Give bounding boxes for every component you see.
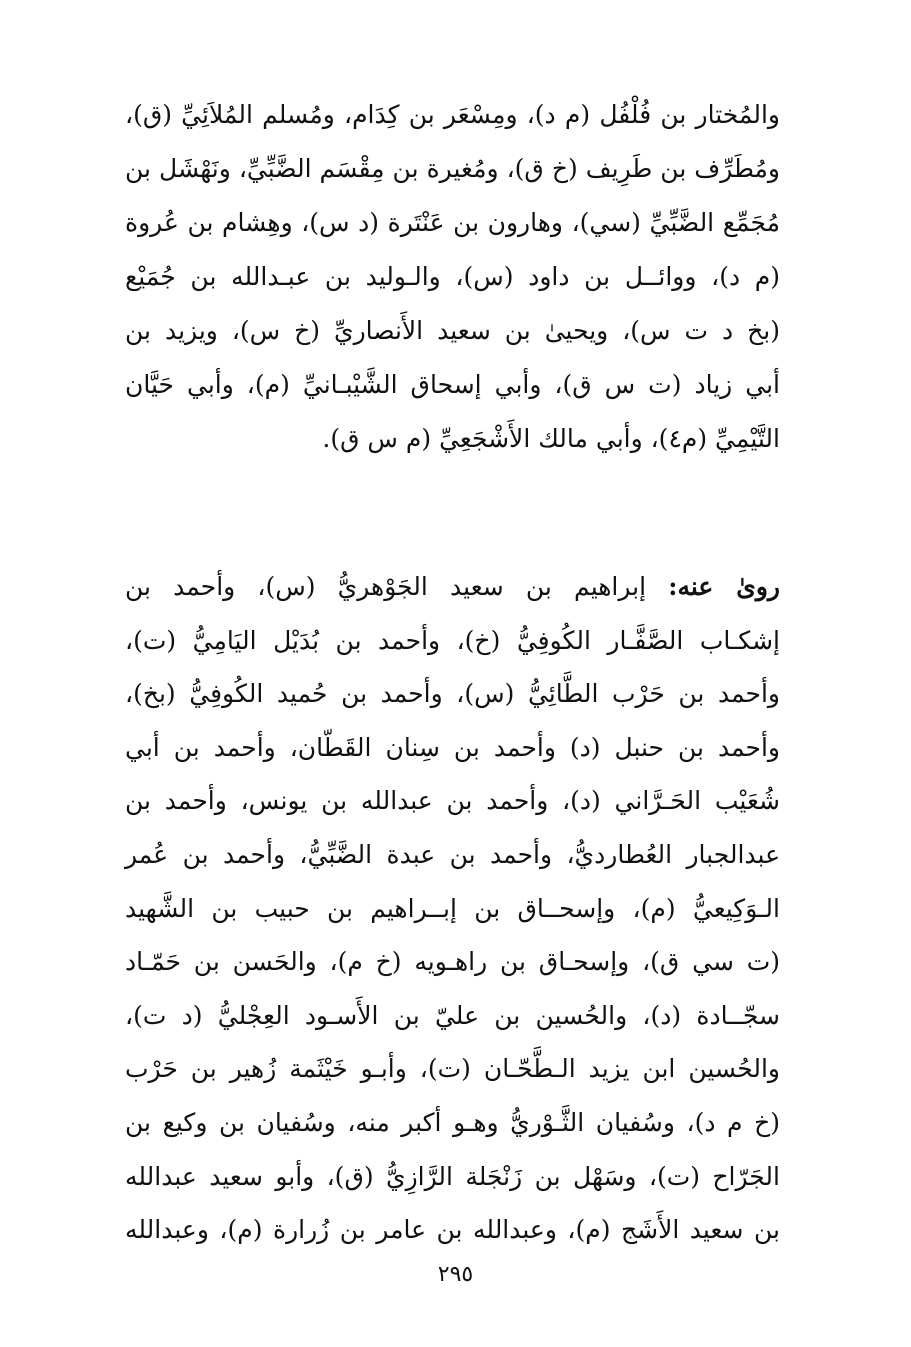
text-line: شُعَيْب الحَـرَّاني (د)، وأحمد بن عبدالله بن يونس، وأحمد بن — [125, 786, 780, 816]
text-line: وأحمد بن حَرْب الطَّائِيُّ (س)، وأحمد بن حُميد الكُوفِيُّ (بخ)، — [125, 679, 780, 709]
text-line-first — [125, 560, 780, 614]
text-line: مُجَمِّع الضَّبِّيِّ (سي)، وهارون بن عَنْتَرة (د س)، وهِشام بن عُروة — [125, 208, 780, 237]
text-line: (م د)، ووائــل بن داود (س)، والـوليد بن عبـدالله بن جُمَيْع — [125, 262, 780, 291]
paragraph-teachers — [125, 88, 780, 466]
text-line: عبدالجبار العُطارديُّ، وأحمد بن عبدة الضَّبِّيُّ، وأحمد بن عُمر — [125, 839, 780, 869]
text-line: التَّيْمِيِّ (م٤)، وأبي مالك الأَشْجَعِيِّ (م س ق). — [322, 424, 780, 453]
text-line: إشكـاب الصَّفَّـار الكُوفِيُّ (خ)، وأحمد بن بُدَيْل اليَامِيُّ (ت)، — [125, 625, 780, 655]
text-line: الـوَكِيعيُّ (م)، وإسحــاق بن إبــراهيم بن حبيب بن الشَّهيد — [125, 893, 780, 923]
page-number: ٢٩٥ — [437, 1262, 474, 1287]
text-line: (ت سي ق)، وإسحـاق بن راهـويه (خ م)، والحَسن بن حَمّـاد — [125, 947, 780, 977]
text-line: ومُطَرِّف بن طَرِيف (خ ق)، ومُغيرة بن مِقْسَم الضَّبِّيِّ، ونَهْشَل بن — [125, 154, 780, 183]
text-line: سجّــادة (د)، والحُسين بن عليّ بن الأَسـود العِجْليُّ (د ت)، — [125, 1000, 780, 1030]
text-line: وأحمد بن حنبل (د) وأحمد بن سِنان القَطّان، وأحمد بن أبي — [125, 732, 780, 762]
section-lead: روىٰ عنه: — [668, 572, 780, 601]
text-line: أبي زياد (ت س ق)، وأبي إسحاق الشَّيْبـانيِّ (م)، وأبي حَيَّان — [125, 370, 780, 399]
text-line: الجَرّاح (ت)، وسَهْل بن زَنْجَلة الرَّازِيُّ (ق)، وأبو سعيد عبدالله — [125, 1161, 780, 1191]
text-line: (بخ د ت س)، ويحيىٰ بن سعيد الأَنصاريِّ (خ س)، ويزيد بن — [125, 316, 780, 345]
paragraph-students — [125, 560, 780, 1257]
text-line: والمُختار بن فُلْفُل (م د)، ومِسْعَر بن كِدَام، ومُسلم المُلاَئِيِّ (ق)، — [125, 100, 780, 129]
text-line: والحُسين ابن يزيد الـطَّحّـان (ت)، وأبـو خَيْثَمة زُهير بن حَرْب — [125, 1054, 780, 1084]
text-line: بن سعيد الأَشَج (م)، وعبدالله بن عامر بن زُرارة (م)، وعبدالله — [125, 1215, 780, 1245]
text-line: (خ م د)، وسُفيان الثَّـوْريُّ وهـو أكبر منه، وسُفيان بن وكيع بن — [125, 1107, 780, 1137]
text-line-rest: إبراهيم بن سعيد الجَوْهريُّ (س)، وأحمد بن — [125, 572, 669, 601]
